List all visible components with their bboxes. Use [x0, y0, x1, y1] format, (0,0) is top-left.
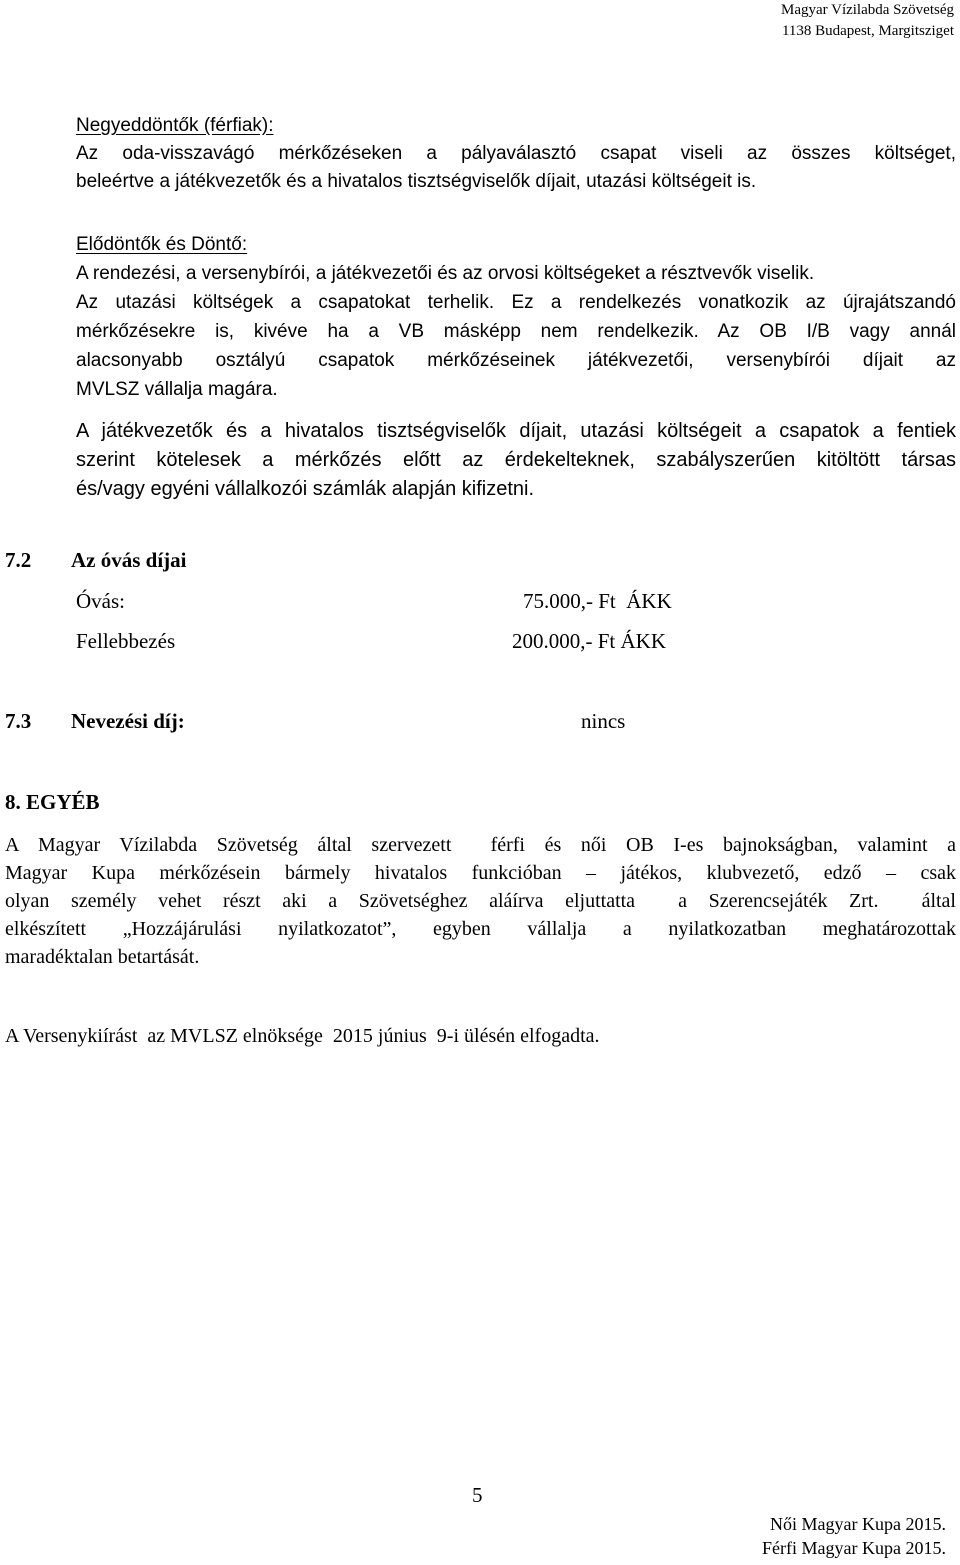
fee-label-protest: Óvás: [76, 589, 125, 613]
semifinals-line-1: A rendezési, a versenybírói, a játékvezetői és az orvosi költségeket a résztvevők viselik. [76, 263, 815, 284]
semifinals-line-2b: Ez a rendelkezés vonatkozik az újrajátszandó [494, 292, 956, 313]
quarterfinals-title: Negyeddöntők (férfiak): [76, 115, 274, 136]
officials-fees-line-3: és/vagy egyéni vállalkozói számlák alapján kifizetni. [76, 478, 535, 500]
footer [762, 1512, 946, 1560]
footer-womens-cup: Női Magyar Kupa 2015. [770, 1514, 946, 1534]
header-address: 1138 Budapest, Margitsziget [781, 23, 954, 39]
section-7-3-value: nincs [581, 709, 626, 733]
header [781, 0, 954, 42]
semifinals-line-5: MVLSZ vállalja magára. [76, 379, 278, 400]
semifinals-line-2a: Az utazási költségek a csapatokat terhelik. [76, 292, 495, 313]
semifinals-section [76, 230, 956, 404]
page-number: 5 [472, 1483, 483, 1507]
officials-fees-line-2: szerint kötelesek a mérkőzés előtt az érdekelteknek, szabályszerűen kitöltött társas [76, 449, 956, 471]
quarterfinals-line-1: Az oda-visszavágó mérkőzéseken a pályaválasztó csapat viseli az összes költséget, [76, 143, 956, 164]
section-8-line-4: elkészített „Hozzájárulási nyilatkozatot”, egyben vállalja a nyilatkozatban meghatározottak [5, 918, 956, 940]
section-7-2-title: Az óvás díjai [71, 548, 187, 572]
approval-statement: A Versenykiírást az MVLSZ elnöksége 2015 június 9-i ülésén elfogadta. [5, 1025, 600, 1047]
footer-mens-cup: Férfi Magyar Kupa 2015. [762, 1538, 946, 1558]
semifinals-line-4: alacsonyabb osztályú csapatok mérkőzéseinek játékvezetői, versenybírói díjait az [76, 350, 956, 371]
semifinals-title: Elődöntők és Döntő: [76, 234, 248, 255]
quarterfinals-section [76, 112, 956, 196]
quarterfinals-line-2: beleértve a játékvezetők és a hivatalos tisztségviselők díjait, utazási költségeit is. [76, 171, 757, 192]
semifinals-line-3a: mérkőzésekre is, kivéve ha a VB másképp nem rendelkezik. [76, 321, 699, 342]
section-7-3-title: Nevezési díj: [71, 709, 185, 733]
section-8-paragraph [5, 831, 956, 971]
section-7-2-number: 7.2 [5, 548, 32, 572]
semifinals-line-3b: Az OB I/B vagy annál [698, 321, 957, 342]
header-org-name: Magyar Vízilabda Szövetség [780, 2, 954, 18]
section-8-line-5: maradéktalan betartását. [5, 946, 200, 968]
section-8-line-3: olyan személy vehet részt aki a Szövetséghez aláírva eljuttatta a Szerencsejáték Zrt. által [5, 890, 956, 912]
section-8-line-2: Magyar Kupa mérkőzésein bármely hivatalos funkcióban – játékos, klubvezető, edző – csak [5, 862, 956, 884]
officials-fees-paragraph [76, 417, 956, 504]
officials-fees-line-1: A játékvezetők és a hivatalos tisztségviselők díjait, utazási költségeit a csapatok a fentiek [76, 420, 956, 442]
fee-amount-appeal: 200.000,- Ft ÁKK [512, 629, 667, 653]
section-8-line-1: A Magyar Vízilabda Szövetség által szervezett férfi és női OB I-es bajnokságban, valamint a [5, 834, 956, 856]
semifinals-line-2 [76, 288, 956, 317]
semifinals-line-3 [76, 317, 956, 346]
fee-amount-protest: 75.000,- Ft ÁKK [523, 589, 672, 613]
section-7-3-number: 7.3 [5, 709, 32, 733]
section-8-title: 8. EGYÉB [5, 790, 100, 814]
fee-label-appeal: Fellebbezés [76, 629, 176, 653]
